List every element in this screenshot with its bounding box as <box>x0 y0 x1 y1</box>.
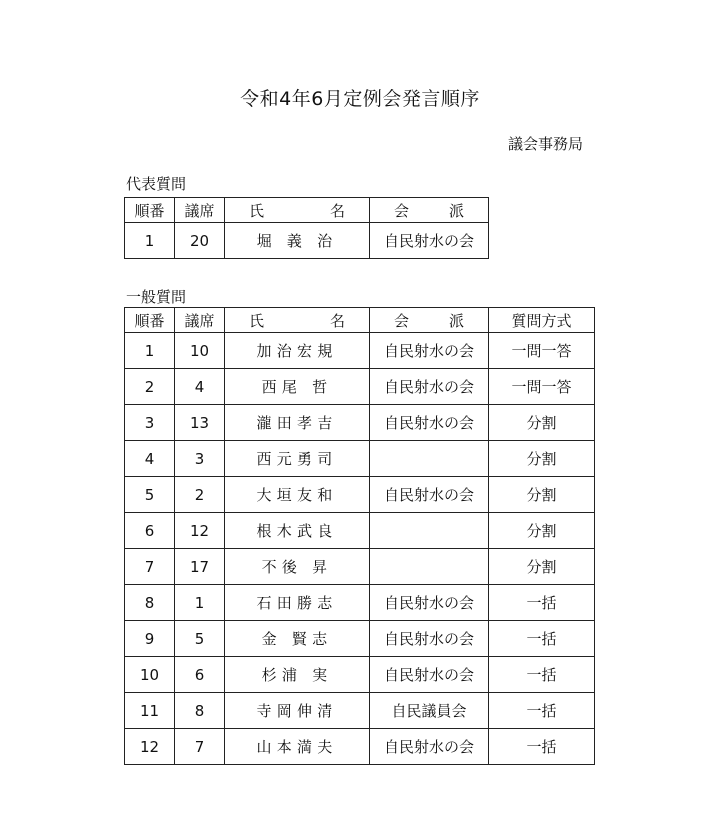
cell-name: 不後 昇 <box>225 549 370 585</box>
cell-method: 一括 <box>489 621 595 657</box>
cell-order: 10 <box>125 657 175 693</box>
issuer-label: 議会事務局 <box>508 135 584 153</box>
header-name-b: 名 <box>329 201 345 220</box>
cell-seat: 3 <box>175 441 225 477</box>
cell-seat: 5 <box>175 621 225 657</box>
cell-group <box>370 441 489 477</box>
table-row <box>125 369 595 405</box>
cell-method: 一括 <box>489 693 595 729</box>
cell-seat: 12 <box>175 513 225 549</box>
cell-group <box>370 513 489 549</box>
table-row <box>125 621 595 657</box>
header-group-b: 派 <box>448 201 464 220</box>
header-group <box>370 308 489 333</box>
cell-group: 自民射水の会 <box>370 369 489 405</box>
cell-method: 一括 <box>489 585 595 621</box>
cell-order: 11 <box>125 693 175 729</box>
header-name <box>225 308 370 333</box>
cell-name: 金 賢志 <box>225 621 370 657</box>
header-name-a: 氏 <box>249 311 265 330</box>
general-question-table <box>124 307 595 765</box>
table-row <box>125 513 595 549</box>
cell-order: 9 <box>125 621 175 657</box>
header-name-a: 氏 <box>249 201 265 220</box>
cell-group: 自民議員会 <box>370 693 489 729</box>
cell-method: 一括 <box>489 729 595 765</box>
cell-group: 自民射水の会 <box>370 405 489 441</box>
cell-seat: 6 <box>175 657 225 693</box>
header-seat: 議席 <box>175 308 225 333</box>
cell-seat: 13 <box>175 405 225 441</box>
header-method: 質問方式 <box>489 308 595 333</box>
table-row <box>125 477 595 513</box>
cell-name: 堀 義 治 <box>225 223 370 259</box>
cell-method: 分割 <box>489 441 595 477</box>
cell-name: 加治宏規 <box>225 333 370 369</box>
cell-name: 杉浦 実 <box>225 657 370 693</box>
cell-name: 根木武良 <box>225 513 370 549</box>
cell-seat: 4 <box>175 369 225 405</box>
table-row <box>125 657 595 693</box>
cell-method: 一括 <box>489 657 595 693</box>
cell-method: 分割 <box>489 549 595 585</box>
cell-order: 5 <box>125 477 175 513</box>
table-row <box>125 441 595 477</box>
cell-method: 分割 <box>489 405 595 441</box>
cell-method: 分割 <box>489 513 595 549</box>
general-section-label: 一般質問 <box>126 288 187 306</box>
header-order: 順番 <box>125 308 175 333</box>
table-header-row <box>125 308 595 333</box>
table-row <box>125 729 595 765</box>
header-group-a: 会 <box>394 201 410 220</box>
cell-group: 自民射水の会 <box>370 223 489 259</box>
cell-group: 自民射水の会 <box>370 729 489 765</box>
cell-seat: 1 <box>175 585 225 621</box>
cell-group: 自民射水の会 <box>370 333 489 369</box>
cell-order: 2 <box>125 369 175 405</box>
cell-group: 自民射水の会 <box>370 621 489 657</box>
cell-seat: 2 <box>175 477 225 513</box>
cell-method: 分割 <box>489 477 595 513</box>
table-row <box>125 223 489 259</box>
cell-name: 西尾 哲 <box>225 369 370 405</box>
cell-seat: 20 <box>175 223 225 259</box>
cell-seat: 8 <box>175 693 225 729</box>
cell-order: 4 <box>125 441 175 477</box>
cell-order: 7 <box>125 549 175 585</box>
cell-group: 自民射水の会 <box>370 477 489 513</box>
table-row <box>125 405 595 441</box>
cell-order: 3 <box>125 405 175 441</box>
cell-order: 1 <box>125 223 175 259</box>
table-row <box>125 693 595 729</box>
cell-name: 寺岡伸清 <box>225 693 370 729</box>
cell-group <box>370 549 489 585</box>
cell-order: 12 <box>125 729 175 765</box>
cell-name: 瀧田孝吉 <box>225 405 370 441</box>
header-name <box>225 198 370 223</box>
representative-question-table <box>124 197 489 259</box>
representative-section-label: 代表質問 <box>126 175 187 193</box>
cell-name: 大垣友和 <box>225 477 370 513</box>
header-name-b: 名 <box>329 311 345 330</box>
header-order: 順番 <box>125 198 175 223</box>
cell-order: 8 <box>125 585 175 621</box>
cell-seat: 7 <box>175 729 225 765</box>
header-group <box>370 198 489 223</box>
cell-group: 自民射水の会 <box>370 657 489 693</box>
table-header-row <box>125 198 489 223</box>
cell-method: 一問一答 <box>489 369 595 405</box>
header-group-a: 会 <box>394 311 410 330</box>
table-row <box>125 333 595 369</box>
table-row <box>125 585 595 621</box>
header-group-b: 派 <box>448 311 464 330</box>
cell-order: 6 <box>125 513 175 549</box>
cell-seat: 10 <box>175 333 225 369</box>
cell-seat: 17 <box>175 549 225 585</box>
document-title: 令和4年6月定例会発言順序 <box>240 88 480 110</box>
cell-name: 山本満夫 <box>225 729 370 765</box>
cell-order: 1 <box>125 333 175 369</box>
cell-group: 自民射水の会 <box>370 585 489 621</box>
table-row <box>125 549 595 585</box>
cell-name: 石田勝志 <box>225 585 370 621</box>
cell-method: 一問一答 <box>489 333 595 369</box>
header-seat: 議席 <box>175 198 225 223</box>
cell-name: 西元勇司 <box>225 441 370 477</box>
